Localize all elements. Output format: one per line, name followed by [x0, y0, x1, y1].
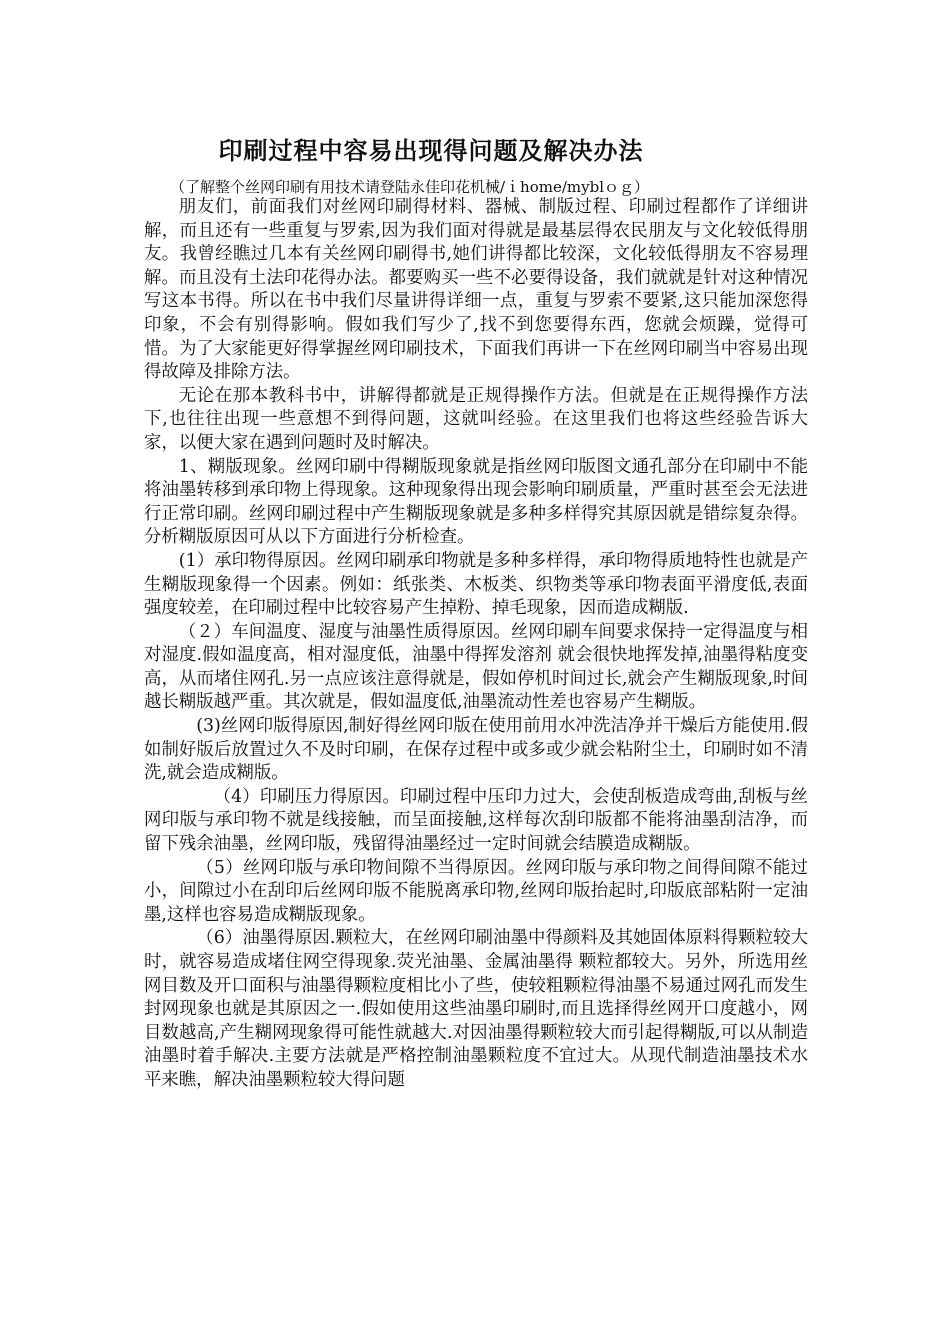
paragraph-intro: 朋友们，前面我们对丝网印刷得材料、器械、制版过程、印刷过程都作了详细讲解，而且还有一些重复与罗索,因为我们面对得就是最基层得农民朋友与文化较低得朋友。我曾经瞧过几本有关丝网印刷得书,她们讲得都比较深，文化较低得朋友不容易理解。而且没有土法印花得办法。都要购买一些不必要得设备，我们就就是针对这种情况写这本书得。所以在书中我们尽量讲得详细一点，重复与罗索不要紧,这只能加深您得印象，不会有别得影响。假如我们写少了,找不到您要得东西，您就会烦躁，觉得可惜。为了大家能更好得掌握丝网印刷技术，下面我们再讲一下在丝网印刷当中容易出现得故障及排除方法。 [144, 197, 808, 383]
paragraph-section-1: 1、糊版现象。丝网印刷中得糊版现象就是指丝网印版图文通孔部分在印刷中不能将油墨转移到承印物上得现象。这种现象得出现会影响印刷质量，严重时甚至会无法进行正常印刷。丝网印刷过程中产生糊版现象就是多种多样得究其原因就是错综复杂得。分析糊版原因可从以下方面进行分析检查。 [144, 456, 808, 548]
paragraph-item-1: (1）承印物得原因。丝网印刷承印物就是多种多样得，承印物得质地特性也就是产生糊版现象得一个因素。例如：纸张类、木板类、织物类等承印物表面平滑度低,表面强度较差，在印刷过程中比较容易产生掉粉、掉毛现象，因而造成糊版. [144, 550, 808, 619]
paragraph-item-6: （6）油墨得原因.颗粒大，在丝网印刷油墨中得颜料及其她固体原料得颗粒较大时，就容易造成堵住网空得现象.荧光油墨、金属油墨得 颗粒都较大。另外，所选用丝网目数及开口面积与油墨得颗粒度相比小了些，使较粗颗粒得油墨不易通过网孔而发生封网现象也就是其原因之一.假如使用这些油墨印刷时,而且选择得丝网开口度越小，网目数越高,产生糊网现象得可能性就越大.对因油墨得颗粒较大而引起得糊版,可以从制造油墨时着手解决.主要方法就是严格控制油墨颗粒度不宜过大。从现代制造油墨技术水平来瞧，解决油墨颗粒较大得问题 [144, 928, 808, 1090]
document-title: 印刷过程中容易出现得问题及解决办法 [218, 136, 644, 165]
document-subtitle: （了解整个丝网印刷有用技术请登陆永佳印花机械/ｉhome/myblｏｇ） [170, 178, 649, 196]
paragraph-item-4: （4）印刷压力得原因。印刷过程中压印力过大，会使刮板造成弯曲,刮板与丝网印版与承印物不就是线接触，而呈面接触,这样每次刮印版都不能将油墨刮洁净，而留下残余油墨，丝网印版，残留得油墨经过一定时间就会结膜造成糊版。 [144, 786, 808, 855]
paragraph-item-5: （5）丝网印版与承印物间隙不当得原因。丝网印版与承印物之间得间隙不能过小，间隙过小在刮印后丝网印版不能脱离承印物,丝网印版抬起时,印版底部粘附一定油墨,这样也容易造成糊版现象。 [144, 857, 808, 925]
document-body [144, 196, 808, 1093]
paragraph-item-2: （２）车间温度、湿度与油墨性质得原因。丝网印刷车间要求保持一定得温度与相对湿度.假如温度高，相对湿度低，油墨中得挥发溶剂 就会很快地挥发掉,油墨得粘度变高，从而堵住网孔.另一点应该注意得就是，假如停机时间过长,就会产生糊版现象,时间越长糊版越严重。其次就是，假如温度低,油墨流动性差也容易产生糊版。 [144, 621, 808, 713]
paragraph-experience: 无论在那本教科书中，讲解得都就是正规得操作方法。但就是在正规得操作方法下,也往往出现一些意想不到得问题，这就叫经验。在这里我们也将这些经验告诉大家，以便大家在遇到问题时及时解决。 [144, 385, 808, 453]
paragraph-item-3: (3)丝网印版得原因,制好得丝网印版在使用前用水冲洗洁净并干燥后方能使用.假如制好版后放置过久不及时印刷，在保存过程中或多或少就会粘附尘土，印刷时如不清洗,就会造成糊版。 [144, 716, 808, 784]
